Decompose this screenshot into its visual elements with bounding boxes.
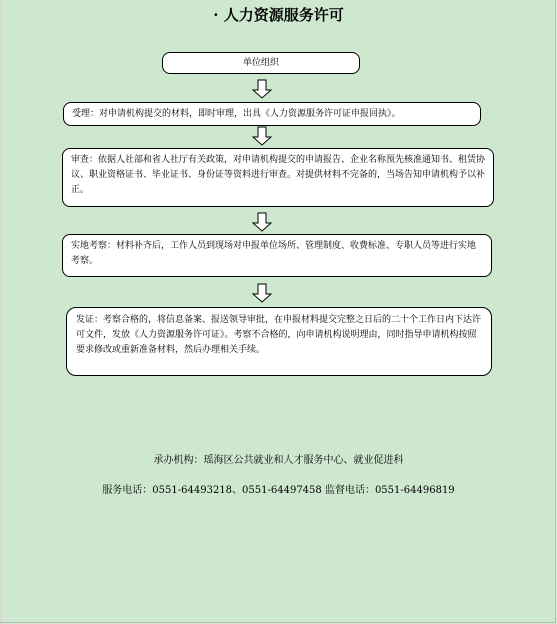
down-arrow-icon xyxy=(252,126,272,146)
flow-step-acceptance-text: 受理：对申请机构提交的材料，即时审理，出具《人力资源服务许可证申报回执》。 xyxy=(72,109,401,119)
flow-step-organization xyxy=(162,52,360,74)
contact-info: 服务电话：0551-64493218、0551-64497458 监督电话：0551-64496819 xyxy=(102,485,455,496)
flow-step-site-inspection-text: 实地考察：材料补齐后，工作人员到现场对申报单位场所、管理制度、收费标准、专职人员等进行实地考察。 xyxy=(71,241,477,266)
agency-info: 承办机构：瑶海区公共就业和人才服务中心、就业促进科 xyxy=(153,455,404,466)
down-arrow-icon xyxy=(252,79,272,99)
flow-step-issuance xyxy=(66,307,492,376)
flow-step-review xyxy=(62,148,494,207)
flow-step-issuance-text: 发证：考察合格的，将信息备案、报送领导审批，在申报材料提交完整之日后的二十个工作日内下达许可文件，发放《人力资源服务许可证》。考察不合格的，向申请机构说明理由，同时指导申请机构按照要求修改或重新准备材料，然后办理相关手续。 xyxy=(76,315,482,355)
down-arrow-icon xyxy=(252,283,272,303)
flow-step-acceptance xyxy=(63,102,481,126)
page-title: · 人力资源服务许可 xyxy=(213,6,344,24)
flow-step-site-inspection xyxy=(62,234,492,277)
down-arrow-icon xyxy=(252,212,272,232)
flow-step-review-text: 审查：依据人社部和省人社厅有关政策，对申请机构提交的申请报告、企业名称预先核准通知书、租赁协议、职业资格证书、毕业证书、身份证等资料进行审查。对提供材料不完备的，当场告知申请机构予以补正。 xyxy=(71,155,486,195)
flow-step-organization-text: 单位组织 xyxy=(242,58,279,68)
